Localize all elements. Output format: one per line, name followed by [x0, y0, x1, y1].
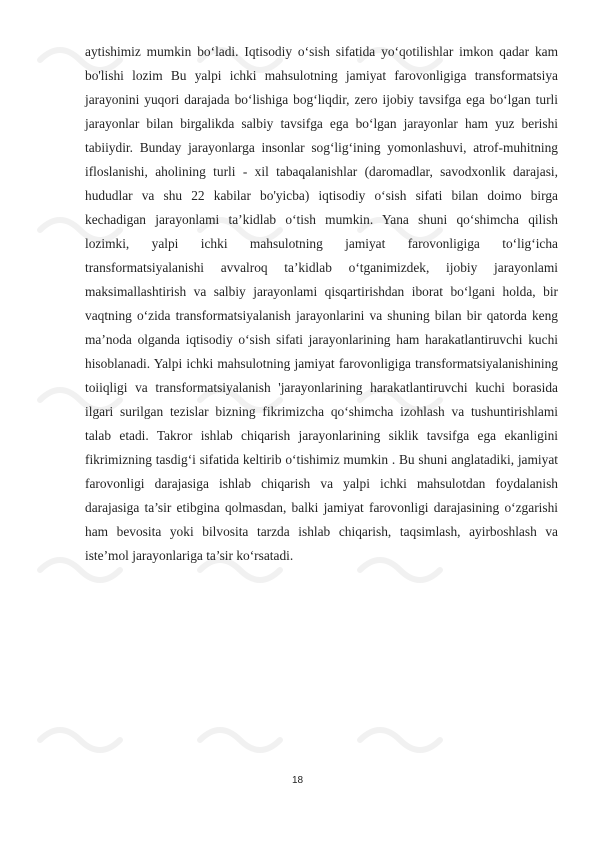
page-number: 18 [291, 775, 304, 786]
body-paragraph: aytishimiz mumkin bo‘ladi. Iqtisodiy o‘sish sifatida yo‘qotilishlar imkon qadar kam bo'lishi lozim Bu yalpi ichki mahsulotning jamiyat farovonligiga transformatsiya jarayonini yuqori darajada bo‘lishiga bog‘liqdir, zero ijobiy tavsifga ega bo‘lgan turli jarayonlar bilan birgalikda salbiy tavsifga ega bo‘lgan jarayonlar ham yuz berishi tabiiydir. Bunday jarayonlarga insonlar sog‘lig‘ining yomonlashuvi, atrof-muhitning ifloslanishi, aholining turli - xil tabaqalanishlar (daromadlar, savodxonlik darajasi, hududlar va shu 22 kabilar bo'yicba) iqtisodiy o‘sish sifati bilan doimo birga kechadigan jarayonlami ta’kidlab o‘tish mumkin. Yana shuni qo‘shimcha qilish lozimki, yalpi ichki mahsulotning jamiyat farovonligiga to‘lig‘icha transformatsiyalanishi avvalroq ta’kidlab o‘tganimizdek, ijobiy jarayonlami maksimallashtirish va salbiy jarayonlami qisqartirishdan iborat bo‘lgani holda, bir vaqtning o‘zida transformatsiyalanish jarayonlarini va shuning bilan bir qatorda keng ma’noda olganda iqtisodiy o‘sish sifati jarayonlarining ham harakatlantiruvchi kuchi hisoblanadi. Yalpi ichki mahsulotning jamiyat farovonligiga transformatsiyalanishining toiiqligi va transformatsiyalanish 'jarayonlarining harakatlantiruvchi kuchi borasida ilgari surilgan tezislar bizning fikrimizcha qo‘shimcha izohlash va tushuntirishlami talab etadi. Takror ishlab chiqarish jarayonlarining siklik tavsifga ega ekanligini fikrimizning tasdig‘i sifatida keltirib o‘tishimiz mumkin . Bu shuni anglatadiki, jamiyat farovonligi darajasiga ishlab chiqarish va yalpi ichki mahsulotdan foydalanish darajasiga ta’sir etibgina qolmasdan, balki jamiyat farovonligi darajasining o‘zgarishi ham bevosita yoki bilvosita tarzda ishlab chiqarish, taqsimlash, ayirboshlash va iste’mol jarayonlariga ta’sir ko‘rsatadi. [85, 44, 558, 563]
